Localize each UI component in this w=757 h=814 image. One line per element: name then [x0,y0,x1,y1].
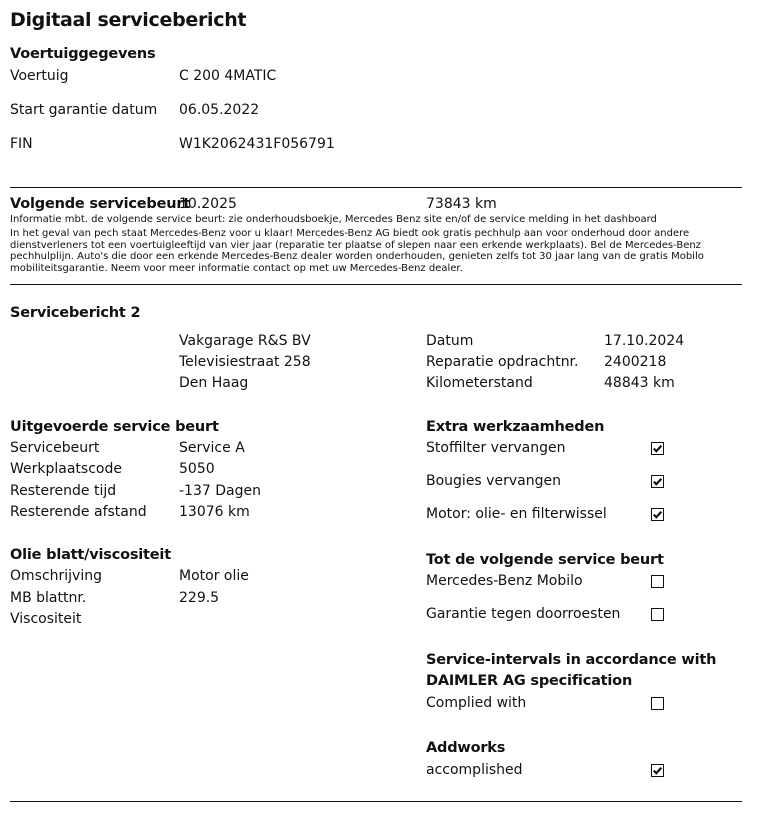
remaining-time-label: Resterende tijd [10,483,117,499]
divider [10,801,742,802]
next-service-info: Informatie mbt. de volgende service beurt: zie onderhoudsboekje, Mercedes Benz site en/of de service melding in het dashboard [10,214,657,225]
extra-item-checkbox[interactable] [651,475,664,488]
extra-item-label: Motor: olie- en filterwissel [426,506,607,522]
warranty-start-value: 06.05.2022 [179,102,260,118]
remaining-distance-value: 13076 km [179,504,250,520]
mileage-value: 48843 km [604,375,675,391]
checkmark-icon [652,765,663,776]
fin-label: FIN [10,136,33,152]
mb-sheet-value: 229.5 [179,590,220,606]
warranty-start-label: Start garantie datum [10,102,158,118]
vehicle-label: Voertuig [10,68,69,84]
extra-work-heading: Extra werkzaamheden [426,419,605,435]
page-title: Digitaal servicebericht [10,9,247,31]
intervals-heading-line2: DAIMLER AG specification [426,673,633,689]
checkmark-icon [652,509,663,520]
workshop-code-label: Werkplaatscode [10,461,122,477]
dealer-city: Den Haag [179,375,249,391]
performed-heading: Uitgevoerde service beurt [10,419,219,435]
next-service-km: 73843 km [426,196,497,212]
divider [10,284,742,285]
until-next-item-label: Mercedes-Benz Mobilo [426,573,583,589]
extra-item-label: Bougies vervangen [426,473,561,489]
breakdown-assistance-paragraph: In het geval van pech staat Mercedes-Benz voor u klaar! Mercedes-Benz AG biedt ook gratis pechhulp aan voor onderhoud door andere dienstverleners tot een voertuigleeftijd van vier jaar (reparatie ter plaatse of slepen naar een erkende werkplaats). Bel de Mercedes-Benz pechhulplijn. Auto's die door een erkende Mercedes-Benz dealer worden onderhouden, genieten zelfs tot 30 jaar lang van de gratis Mobilo mobiliteitsgarantie. Neem voor meer informatie contact op met uw Mercedes-Benz dealer. [10,228,704,274]
service-type-label: Servicebeurt [10,440,100,456]
oil-description-value: Motor olie [179,568,249,584]
service-report-heading: Servicebericht 2 [10,305,141,321]
dealer-name: Vakgarage R&S BV [179,333,311,349]
remaining-distance-label: Resterende afstand [10,504,147,520]
extra-item-checkbox[interactable] [651,442,664,455]
oil-heading: Olie blatt/viscositeit [10,547,171,563]
service-type-value: Service A [179,440,245,456]
date-label: Datum [426,333,474,349]
viscosity-label: Viscositeit [10,611,82,627]
checkmark-icon [652,443,663,454]
addworks-heading: Addworks [426,740,506,756]
extra-item-checkbox[interactable] [651,508,664,521]
repair-order-label: Reparatie opdrachtnr. [426,354,579,370]
divider [10,187,742,188]
vehicle-value: C 200 4MATIC [179,68,277,84]
intervals-heading: Service-intervals in accordance with [426,652,717,668]
intervals-item-checkbox[interactable] [651,697,664,710]
vehicle-heading: Voertuiggegevens [10,46,156,62]
intervals-item-label: Complied with [426,695,527,711]
until-next-item-checkbox[interactable] [651,575,664,588]
mileage-label: Kilometerstand [426,375,533,391]
date-value: 17.10.2024 [604,333,685,349]
mb-sheet-label: MB blattnr. [10,590,87,606]
until-next-item-checkbox[interactable] [651,608,664,621]
remaining-time-value: -137 Dagen [179,483,261,499]
next-service-label: Volgende servicebeurt [10,196,191,212]
oil-description-label: Omschrijving [10,568,102,584]
addworks-item-checkbox[interactable] [651,764,664,777]
workshop-code-value: 5050 [179,461,215,477]
dealer-street: Televisiestraat 258 [179,354,311,370]
repair-order-value: 2400218 [604,354,667,370]
until-next-heading: Tot de volgende service beurt [426,552,664,568]
until-next-item-label: Garantie tegen doorroesten [426,606,621,622]
extra-item-label: Stoffilter vervangen [426,440,566,456]
next-service-date: 10.2025 [179,196,237,212]
fin-value: W1K2062431F056791 [179,136,335,152]
checkmark-icon [652,476,663,487]
addworks-item-label: accomplished [426,762,523,778]
